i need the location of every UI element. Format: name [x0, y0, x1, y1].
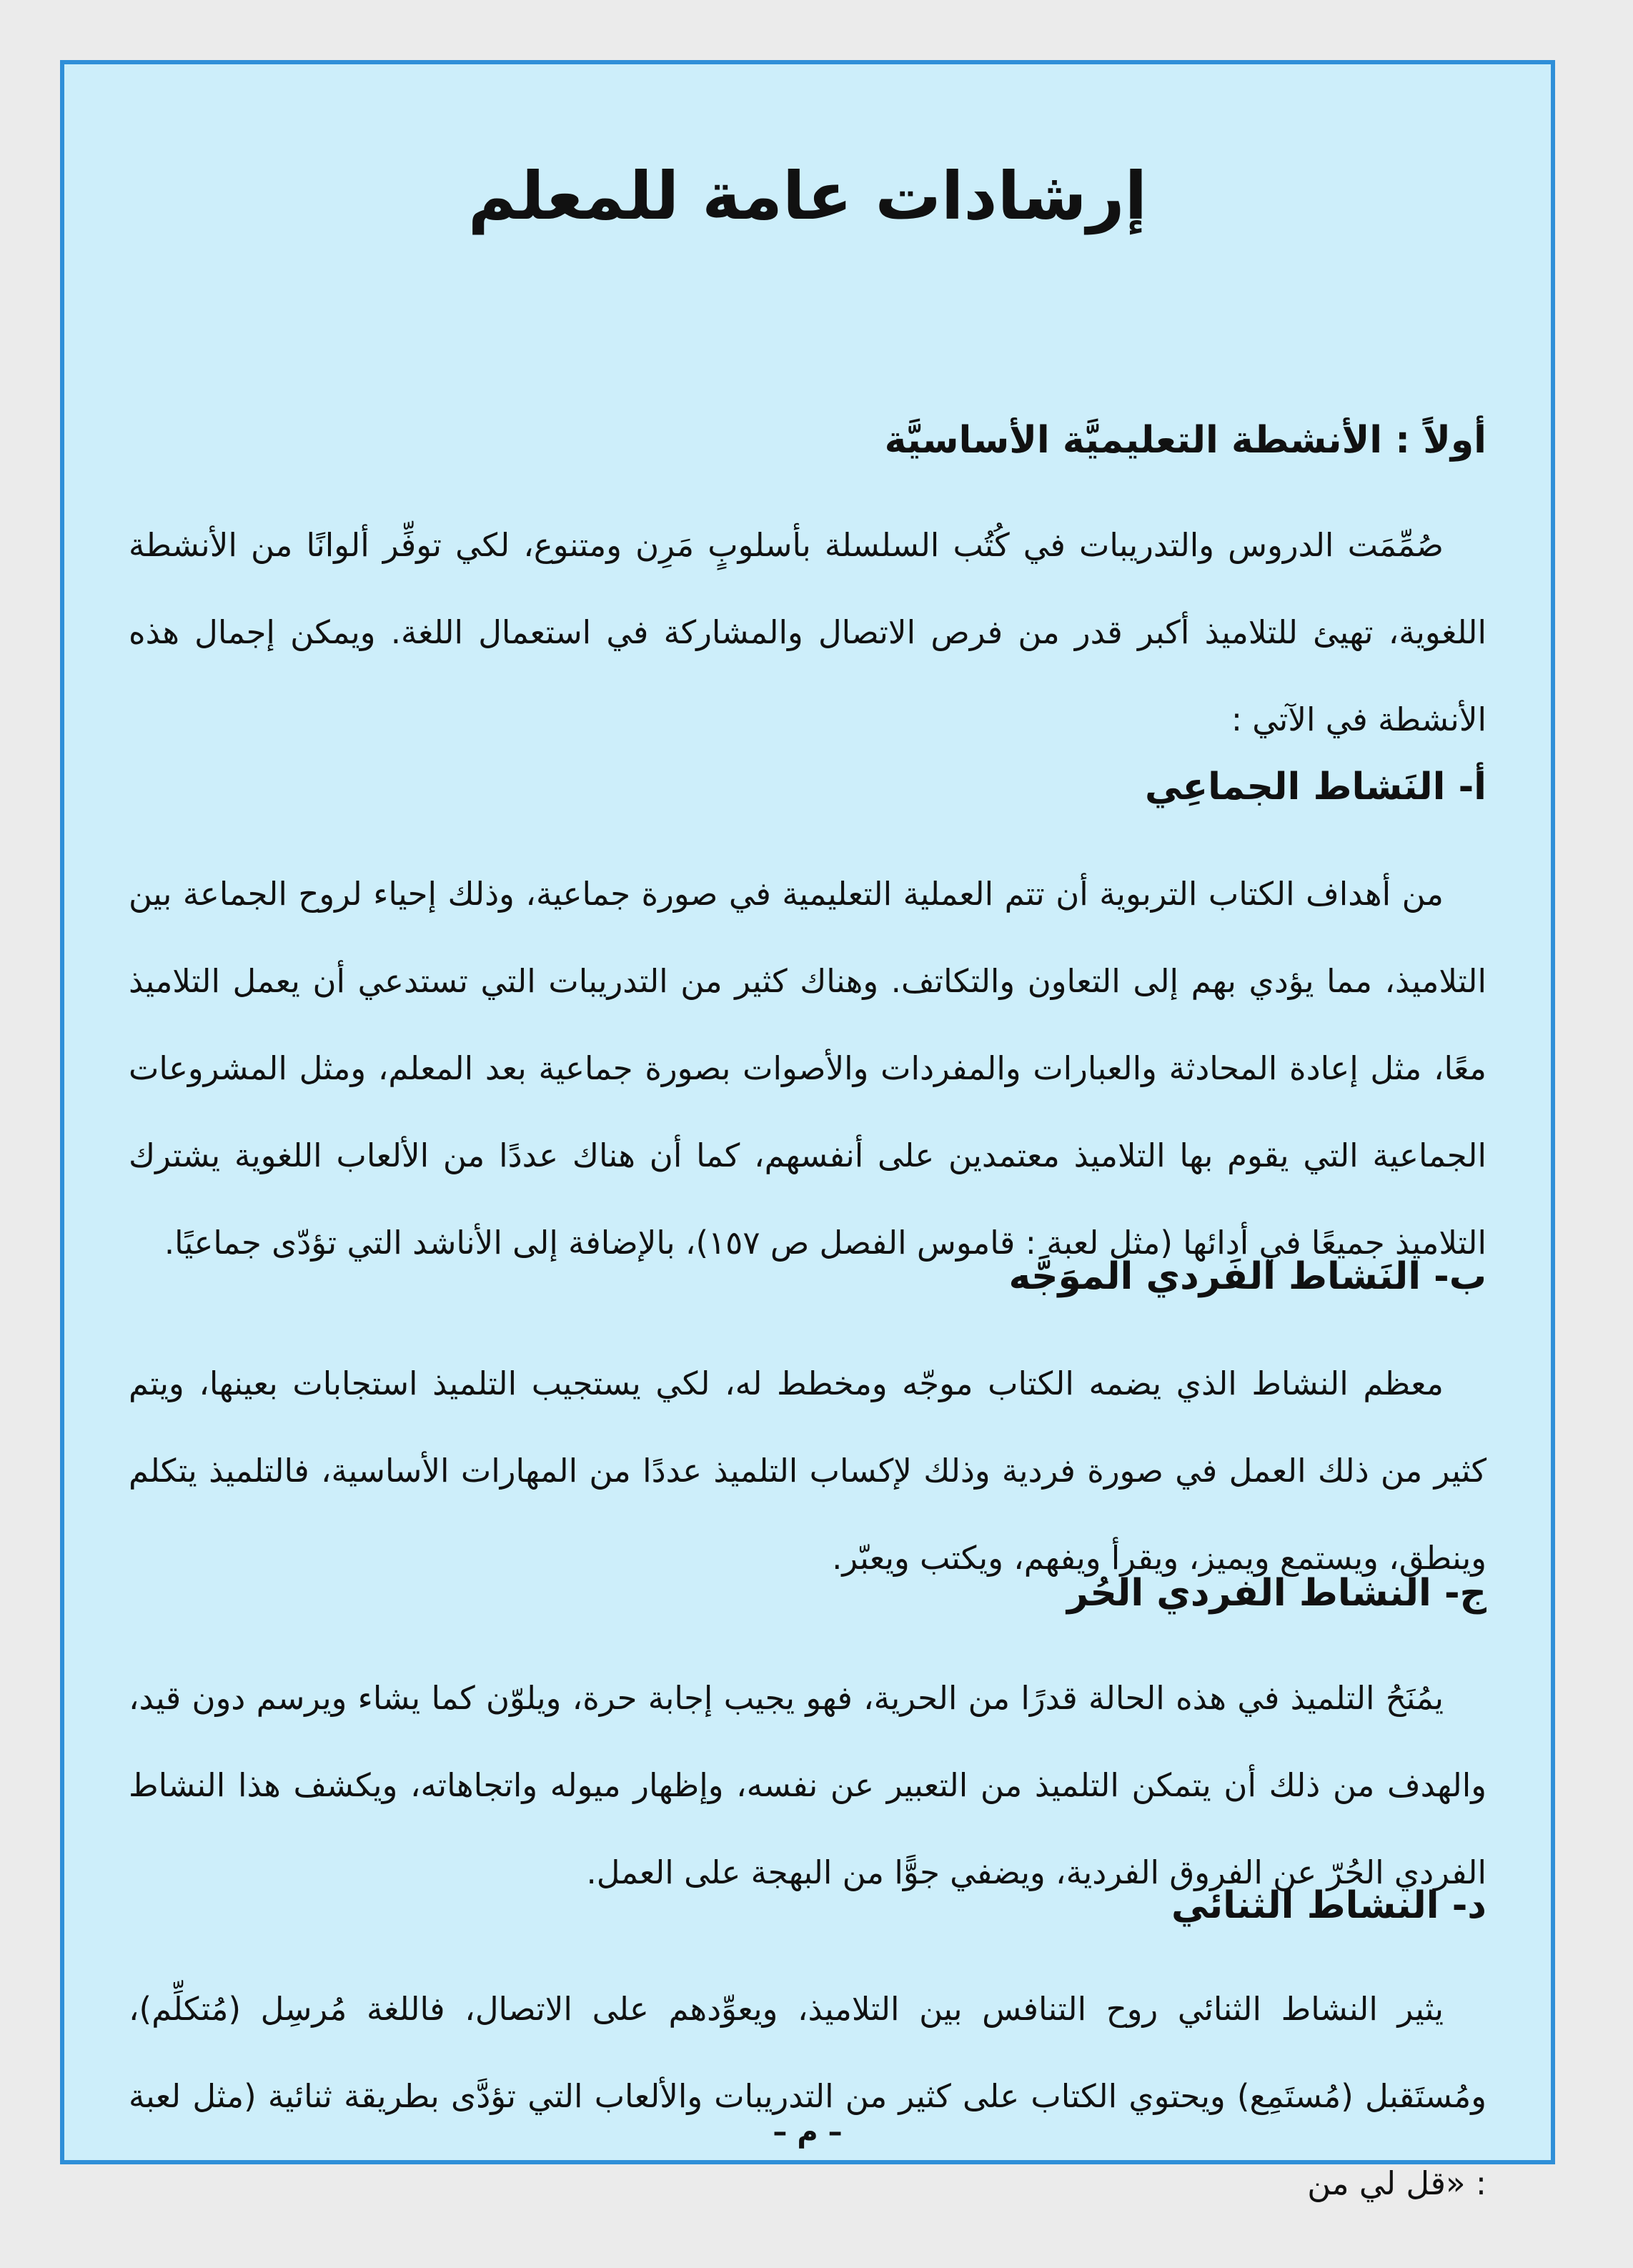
page-content	[129, 64, 1486, 2202]
subsection-body-c: يمُنَحُ التلميذ في هذه الحالة قدرًا من الحرية، فهو يجيب إجابة حرة، ويلوّن كما يشاء ويرسم دون قيد، والهدف من ذلك أن يتمكن التلميذ من التعبير عن نفسه، وإظهار ميوله واتجاهاته، ويكشف هذا النشاط الفردي الحُرّ عن الفروق الفردية، ويضفي جوًّا من البهجة على العمل.	[129, 1679, 1486, 1891]
section-heading: أولاً : الأنشطة التعليميَّة الأساسيَّة	[884, 419, 1486, 462]
page-frame	[60, 60, 1555, 2202]
subsection-body-d: يثير النشاط الثنائي روح التنافس بين التلاميذ، ويعوِّدهم على الاتصال، فاللغة مُرسِل (مُتكلِّم)، ومُستَقبل (مُستَمِع) ويحتوي الكتاب على كثير من التدريبات والألعاب التي تؤدَّى بطريقة ثنائية (مثل لعبة : «قل لي من	[129, 1990, 1486, 2202]
subsection-heading-d: د- النشاط الثنائي	[1171, 1884, 1486, 1927]
intro-paragraph: صُمِّمَت الدروس والتدريبات في كُتُب السلسلة بأسلوبٍ مَرِن ومتنوع، لكي توفِّر ألوانًا من الأنشطة اللغوية، تهيئ للتلاميذ أكبر قدر من فرص الاتصال والمشاركة في استعمال اللغة. ويمكن إجمال هذه الأنشطة في الآتي :	[129, 526, 1486, 738]
subsection-body-b: معظم النشاط الذي يضمه الكتاب موجّه ومخطط له، لكي يستجيب التلميذ استجابات بعينها، ويتم كثير من ذلك العمل في صورة فردية وذلك لإكساب التلميذ عددًا من المهارات الأساسية، فالتلميذ يتكلم وينطق، ويستمع ويميز، ويقرأ ويفهم، ويكتب ويعبّر.	[129, 1365, 1486, 1577]
subsection-heading-c: ج- النشاط الفردي الحُر	[1066, 1572, 1486, 1615]
subsection-body-a: من أهداف الكتاب التربوية أن تتم العملية التعليمية في صورة جماعية، وذلك إحياء لروح الجماعة بين التلاميذ، مما يؤدي بهم إلى التعاون والتكاتف. وهناك كثير من التدريبات التي تستدعي أن يعمل التلاميذ معًا، مثل إعادة المحادثة والعبارات والمفردات والأصوات بصورة جماعية بعد المعلم، ومثل المشروعات الجماعية التي يقوم بها التلاميذ معتمدين على أنفسهم، كما أن هناك عددًا من الألعاب اللغوية يشترك التلاميذ جميعًا في أدائها (مثل لعبة : قاموس الفصل ص ١٥٧)، بالإضافة إلى الأناشد التي تؤدّى جماعيًا.	[129, 875, 1486, 1262]
page-title: إرشادات عامة للمعلم	[467, 158, 1148, 234]
subsection-heading-a: أ- النَشاط الجماعِي	[1145, 766, 1486, 808]
page-number: – م –	[773, 2116, 843, 2149]
subsection-heading-b: ب- النَشاط الفَردي الموَجَّه	[1008, 1255, 1486, 1298]
